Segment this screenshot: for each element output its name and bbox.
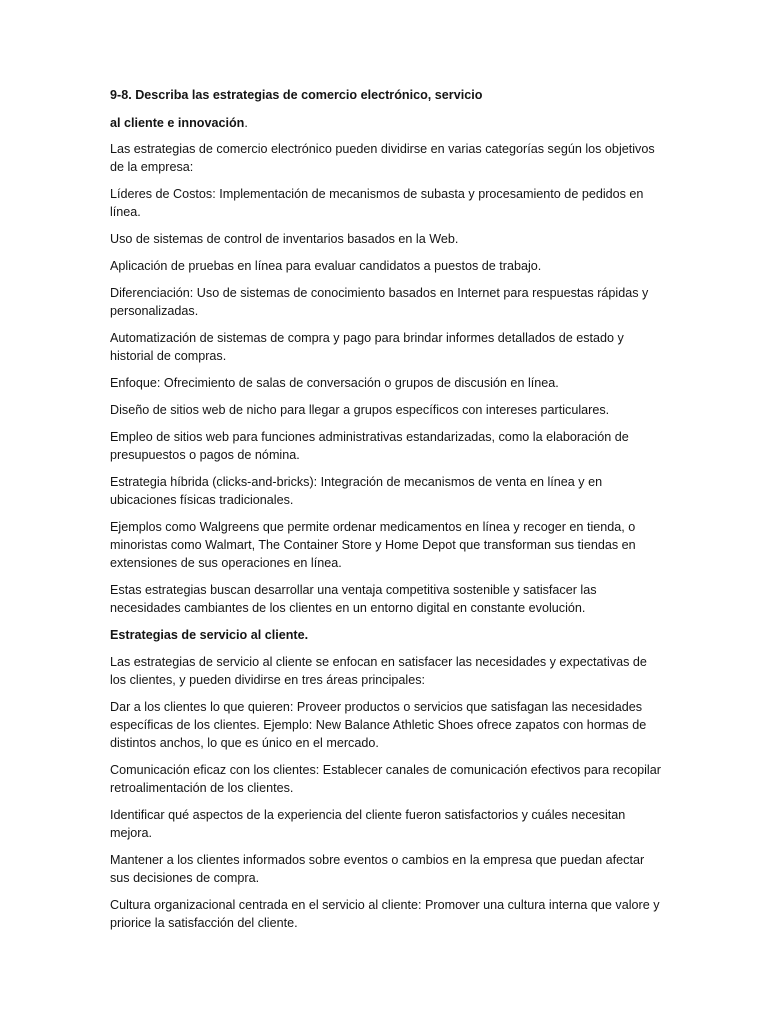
paragraph-online-tests: Aplicación de pruebas en línea para evaluar candidatos a puestos de trabajo. — [110, 259, 542, 273]
document-title-line-2 — [110, 114, 666, 132]
paragraph-keep-informed: Mantener a los clientes informados sobre eventos o cambios en la empresa que puedan afectar sus decisiones de compra. — [110, 853, 645, 885]
paragraph-examples: Ejemplos como Walgreens que permite ordenar medicamentos en línea y recoger en tienda, o minoristas como Walmart, The Container Store y Home Depot que transforman sus tiendas en extensiones de sus operaciones en línea. — [110, 520, 636, 570]
document-title-line-1: 9-8. Describa las estrategias de comercio electrónico, servicio — [110, 88, 483, 102]
paragraph-hybrid-strategy: Estrategia híbrida (clicks-and-bricks): Integración de mecanismos de venta en línea y en ubicaciones físicas tradicionales. — [110, 475, 603, 507]
section-heading-customer-service: Estrategias de servicio al cliente. — [110, 628, 309, 642]
paragraph-focus: Enfoque: Ofrecimiento de salas de conversación o grupos de discusión en línea. — [110, 376, 559, 390]
paragraph-automation: Automatización de sistemas de compra y pago para brindar informes detallados de estado y historial de compras. — [110, 331, 624, 363]
paragraph-differentiation: Diferenciación: Uso de sistemas de conocimiento basados en Internet para respuestas rápidas y personalizadas. — [110, 286, 649, 318]
paragraph-cost-leaders: Líderes de Costos: Implementación de mecanismos de subasta y procesamiento de pedidos en línea. — [110, 187, 644, 219]
paragraph-admin-sites: Empleo de sitios web para funciones administrativas estandarizadas, como la elaboración de presupuestos o pagos de nómina. — [110, 430, 629, 462]
title-line-2-text: al cliente e innovación — [110, 116, 245, 130]
paragraph-culture: Cultura organizacional centrada en el servicio al cliente: Promover una cultura interna que valore y priorice la satisfacción del cliente. — [110, 898, 660, 930]
document-page — [110, 86, 666, 941]
paragraph-inventory: Uso de sistemas de control de inventarios basados en la Web. — [110, 232, 459, 246]
paragraph-give-customers: Dar a los clientes lo que quieren: Proveer productos o servicios que satisfagan las necesidades específicas de los clientes. Ejemplo: New Balance Athletic Shoes ofrece zapatos con hormas de distintos anchos, lo que es único en el mercado. — [110, 700, 647, 750]
paragraph-service-intro: Las estrategias de servicio al cliente se enfocan en satisfacer las necesidades y expectativas de los clientes, y pueden dividirse en tres áreas principales: — [110, 655, 647, 687]
paragraph-niche-sites: Diseño de sitios web de nicho para llegar a grupos específicos con intereses particulares. — [110, 403, 610, 417]
paragraph-conclusion: Estas estrategias buscan desarrollar una ventaja competitiva sostenible y satisfacer las necesidades cambiantes de los clientes en un entorno digital en constante evolución. — [110, 583, 597, 615]
paragraph-communication: Comunicación eficaz con los clientes: Establecer canales de comunicación efectivos para recopilar retroalimentación de los clientes. — [110, 763, 661, 795]
paragraph-intro: Las estrategias de comercio electrónico pueden dividirse en varias categorías según los objetivos de la empresa: — [110, 142, 655, 174]
title-line-2-period: . — [244, 116, 248, 130]
paragraph-identify-aspects: Identificar qué aspectos de la experiencia del cliente fueron satisfactorios y cuáles necesitan mejora. — [110, 808, 626, 840]
